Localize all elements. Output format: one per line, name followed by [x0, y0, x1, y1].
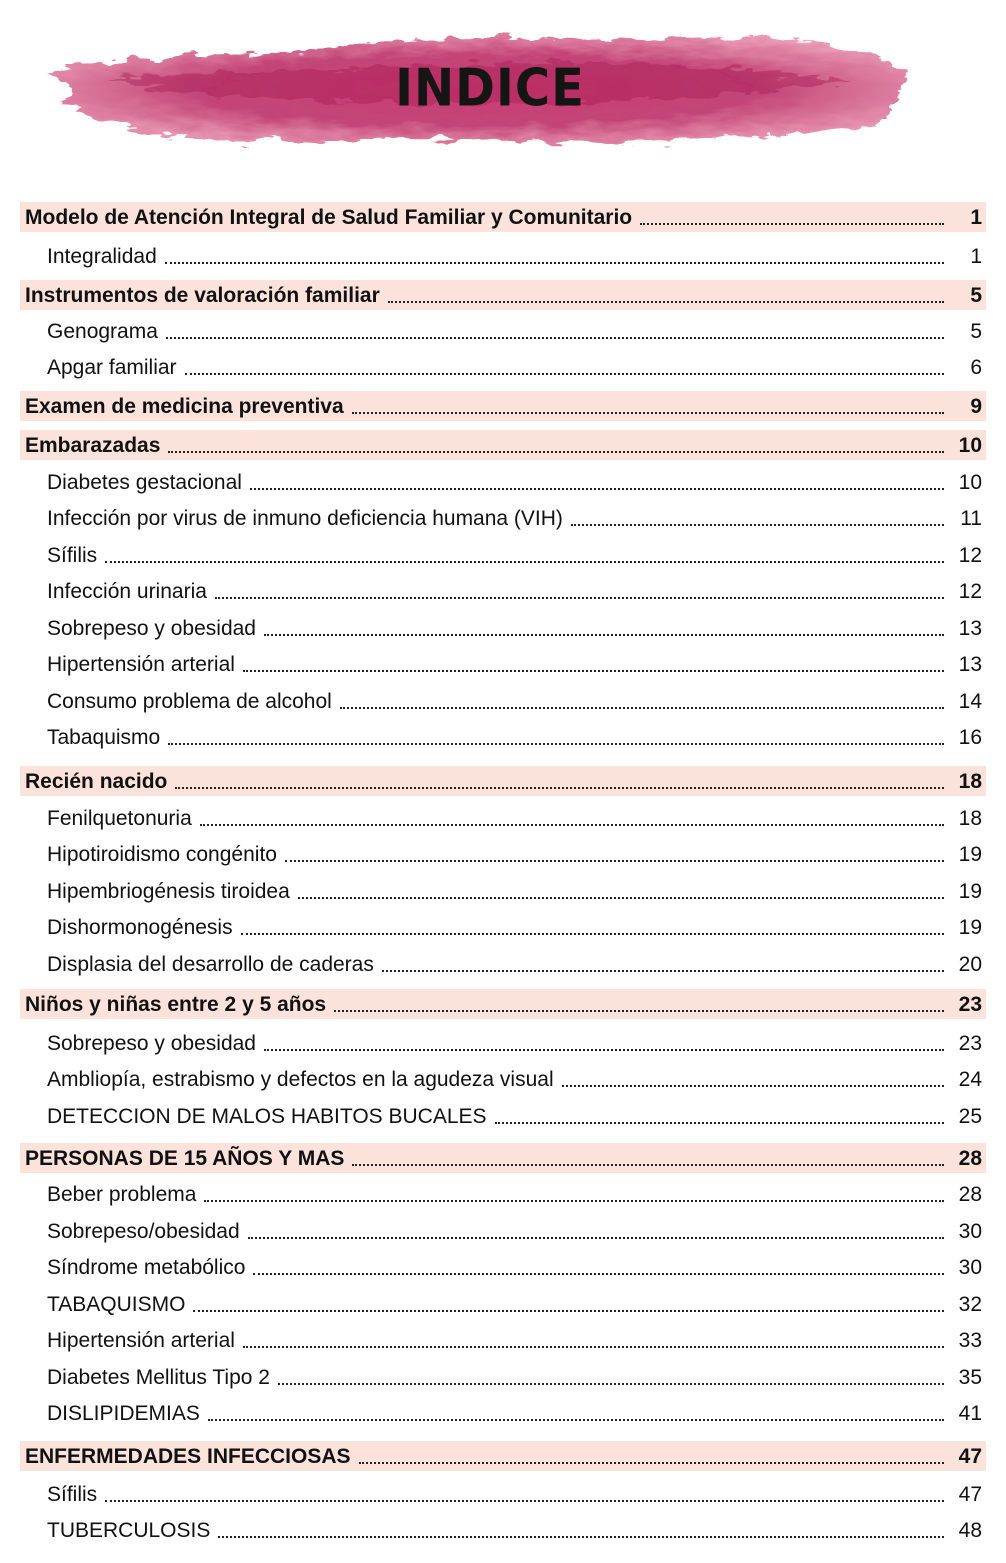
entry-title: Fenilquetonuria [47, 807, 192, 830]
toc-subsection-entry[interactable] [20, 1362, 986, 1392]
dot-leader [175, 786, 944, 789]
page-number: 23 [958, 1032, 982, 1055]
page-number: 10 [958, 434, 982, 457]
dot-leader [334, 1009, 944, 1012]
page-number: 20 [958, 953, 982, 976]
entry-title: Displasia del desarrollo de caderas [47, 953, 374, 976]
entry-title: Tabaquismo [47, 726, 161, 749]
entry-title: DISLIPIDEMIAS [47, 1402, 200, 1425]
page-number: 11 [960, 507, 982, 530]
entry-title: Genograma [47, 320, 158, 343]
dot-leader [298, 896, 944, 899]
toc-subsection-entry[interactable] [20, 912, 986, 942]
toc-subsection-entry[interactable] [20, 503, 986, 533]
entry-title: Infección urinaria [47, 580, 207, 603]
toc-section-entry[interactable] [20, 766, 986, 796]
toc-subsection-entry[interactable] [20, 1289, 986, 1319]
entry-title: Niños y niñas entre 2 y 5 años [25, 993, 327, 1016]
page-number: 16 [958, 726, 982, 749]
dot-leader [208, 1418, 944, 1421]
toc-section-entry[interactable] [20, 202, 986, 232]
page-number: 9 [970, 395, 982, 418]
dot-leader [200, 823, 944, 826]
toc-subsection-entry[interactable] [20, 949, 986, 979]
entry-title: Recién nacido [25, 770, 168, 793]
page-number: 19 [958, 880, 982, 903]
dot-leader [248, 1236, 944, 1239]
page-number: 19 [958, 843, 982, 866]
entry-title: PERSONAS DE 15 AÑOS Y MAS [25, 1147, 345, 1170]
entry-title: Beber problema [47, 1183, 197, 1206]
page-number: 14 [958, 690, 982, 713]
toc-subsection-entry[interactable] [20, 803, 986, 833]
toc-subsection-entry[interactable] [20, 686, 986, 716]
entry-title: Apgar familiar [47, 356, 177, 379]
dot-leader [359, 1461, 944, 1464]
toc-section-entry[interactable] [20, 430, 986, 460]
entry-title: Sífilis [47, 544, 98, 567]
toc-subsection-entry[interactable] [20, 1028, 986, 1058]
toc-section-entry[interactable] [20, 391, 986, 421]
toc-subsection-entry[interactable] [20, 876, 986, 906]
toc-subsection-entry[interactable] [20, 467, 986, 497]
entry-title: TUBERCULOSIS [47, 1519, 211, 1542]
dot-leader [165, 261, 944, 264]
toc-subsection-entry[interactable] [20, 1398, 986, 1428]
toc-subsection-entry[interactable] [20, 649, 986, 679]
toc-section-entry[interactable] [20, 280, 986, 310]
dot-leader [193, 1309, 944, 1312]
dot-leader [250, 487, 944, 490]
page-number: 48 [958, 1519, 982, 1542]
page-number: 1 [970, 206, 982, 229]
toc-subsection-entry[interactable] [20, 316, 986, 346]
entry-title: Diabetes gestacional [47, 471, 242, 494]
toc-subsection-entry[interactable] [20, 1252, 986, 1282]
page-number: 41 [958, 1402, 982, 1425]
toc-section-entry[interactable] [20, 989, 986, 1019]
dot-leader [105, 560, 944, 563]
page-number: 25 [958, 1105, 982, 1128]
entry-title: Hipertensión arterial [47, 653, 235, 676]
dot-leader [278, 1382, 944, 1385]
entry-title: Sobrepeso y obesidad [47, 1032, 256, 1055]
entry-title: DETECCION DE MALOS HABITOS BUCALES [47, 1105, 487, 1128]
dot-leader [253, 1272, 944, 1275]
page-number: 5 [970, 284, 982, 307]
toc-section-entry[interactable] [20, 1143, 986, 1173]
toc-subsection-entry[interactable] [20, 1325, 986, 1355]
dot-leader [562, 1084, 944, 1087]
entry-title: Sobrepeso y obesidad [47, 617, 256, 640]
toc-subsection-entry[interactable] [20, 1179, 986, 1209]
toc-subsection-entry[interactable] [20, 352, 986, 382]
page-number: 35 [958, 1366, 982, 1389]
dot-leader [243, 669, 944, 672]
entry-title: Integralidad [47, 245, 157, 268]
entry-title: Examen de medicina preventiva [25, 395, 344, 418]
page-number: 33 [958, 1329, 982, 1352]
toc-subsection-entry[interactable] [20, 1101, 986, 1131]
entry-title: TABAQUISMO [47, 1293, 186, 1316]
page-number: 10 [958, 471, 982, 494]
toc-subsection-entry[interactable] [20, 576, 986, 606]
entry-title: ENFERMEDADES INFECCIOSAS [25, 1445, 351, 1468]
page-number: 18 [958, 770, 982, 793]
entry-title: Sífilis [47, 1483, 98, 1506]
toc-subsection-entry[interactable] [20, 1515, 986, 1545]
entry-title: Hipotiroidismo congénito [47, 843, 277, 866]
dot-leader [168, 450, 944, 453]
toc-subsection-entry[interactable] [20, 722, 986, 752]
toc-subsection-entry[interactable] [20, 1064, 986, 1094]
page-number: 5 [970, 320, 982, 343]
page-number: 12 [958, 580, 982, 603]
page-number: 6 [970, 356, 982, 379]
entry-title: Dishormonogénesis [47, 916, 233, 939]
entry-title: Consumo problema de alcohol [47, 690, 332, 713]
dot-leader [166, 336, 944, 339]
page-number: 12 [958, 544, 982, 567]
dot-leader [285, 859, 944, 862]
dot-leader [352, 1163, 944, 1166]
entry-title: Infección por virus de inmuno deficiencia humana (VIH) [47, 507, 563, 530]
dot-leader [352, 411, 944, 414]
entry-title: Diabetes Mellitus Tipo 2 [47, 1366, 270, 1389]
entry-title: Sobrepeso/obesidad [47, 1220, 240, 1243]
toc-subsection-entry[interactable] [20, 241, 986, 271]
page-number: 30 [958, 1220, 982, 1243]
page-number: 32 [958, 1293, 982, 1316]
dot-leader [264, 633, 944, 636]
toc-section-entry[interactable] [20, 1441, 986, 1471]
dot-leader [382, 969, 944, 972]
dot-leader [241, 932, 944, 935]
page-number: 19 [958, 916, 982, 939]
page-title: INDICE [395, 57, 585, 119]
dot-leader [495, 1121, 944, 1124]
toc-subsection-entry[interactable] [20, 540, 986, 570]
page-number: 28 [958, 1183, 982, 1206]
dot-leader [204, 1199, 944, 1202]
dot-leader [243, 1345, 944, 1348]
entry-title: Hipembriogénesis tiroidea [47, 880, 290, 903]
entry-title: Embarazadas [25, 434, 161, 457]
toc-subsection-entry[interactable] [20, 839, 986, 869]
page-number: 47 [958, 1483, 982, 1506]
dot-leader [264, 1048, 944, 1051]
toc-subsection-entry[interactable] [20, 1479, 986, 1509]
entry-title: Modelo de Atención Integral de Salud Familiar y Comunitario [25, 206, 633, 229]
dot-leader [215, 596, 944, 599]
dot-leader [218, 1535, 944, 1538]
entry-title: Síndrome metabólico [47, 1256, 246, 1279]
page-number: 13 [958, 653, 982, 676]
dot-leader [185, 372, 944, 375]
entry-title: Hipertensión arterial [47, 1329, 235, 1352]
entry-title: Ambliopía, estrabismo y defectos en la agudeza visual [47, 1068, 554, 1091]
page-number: 30 [958, 1256, 982, 1279]
dot-leader [640, 222, 944, 225]
dot-leader [168, 742, 944, 745]
page-number: 13 [958, 617, 982, 640]
page-number: 1 [970, 245, 982, 268]
dot-leader [571, 523, 944, 526]
dot-leader [105, 1499, 944, 1502]
page-number: 28 [958, 1147, 982, 1170]
dot-leader [340, 706, 944, 709]
page-number: 18 [958, 807, 982, 830]
page-number: 24 [958, 1068, 982, 1091]
page-number: 47 [958, 1445, 982, 1468]
toc-subsection-entry[interactable] [20, 613, 986, 643]
entry-title: Instrumentos de valoración familiar [25, 284, 380, 307]
toc-subsection-entry[interactable] [20, 1216, 986, 1246]
page-number: 23 [958, 993, 982, 1016]
dot-leader [388, 300, 944, 303]
